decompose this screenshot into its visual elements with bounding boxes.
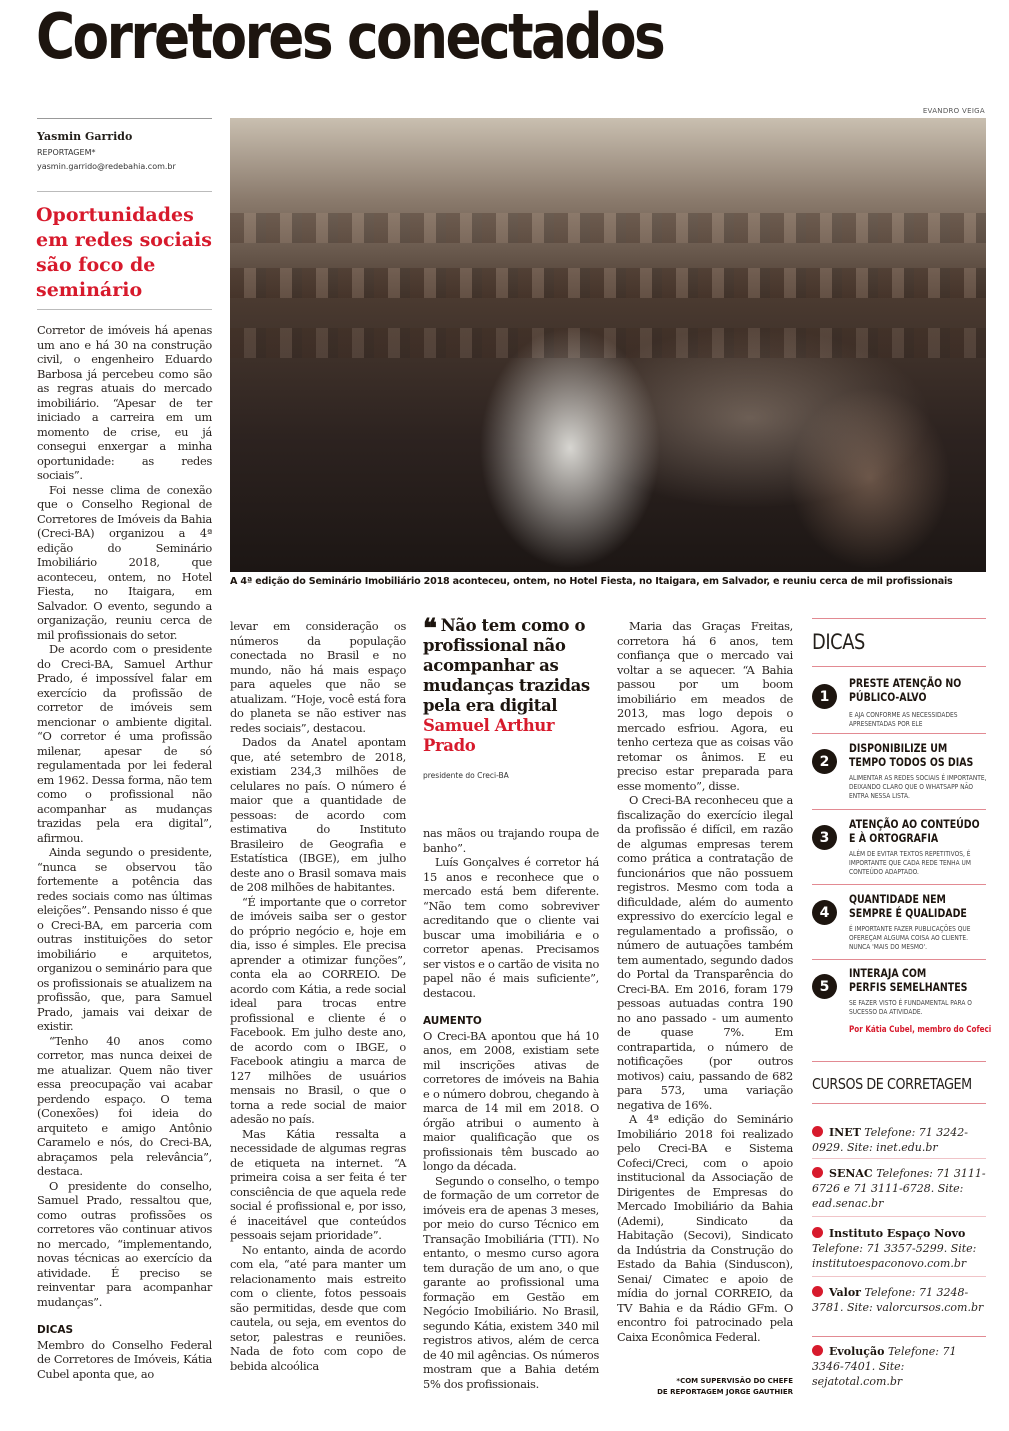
- tips-title: DICAS: [812, 630, 865, 654]
- tip-description: SE FAZER VISTO É FUNDAMENTAL PARA O SUCESSO DA ATIVIDADE.: [849, 998, 972, 1016]
- course-item: [812, 1125, 988, 1155]
- bullet-dot-icon: [812, 1167, 823, 1178]
- bullet-dot-icon: [812, 1227, 823, 1238]
- article-column-2: [230, 619, 406, 1373]
- pull-quote-text: Não tem como o profissional não acompanhar as mudanças trazidas pela era digital: [423, 616, 590, 715]
- course-item: [812, 1285, 988, 1315]
- section-title-dicas: DICAS: [37, 1324, 74, 1336]
- article-column-3: [423, 826, 599, 1391]
- tip-number-badge: 1: [812, 684, 837, 709]
- divider: [37, 309, 212, 310]
- paragraph: Luís Gonçalves é corretor há 15 anos e reconhece que o mercado está bem diferente. “Não tem como sobreviver acreditando que o cliente vai buscar uma imobiliária e o corretor apenas. Precisamos ser vistos e o cartão de visita no papel não é mais suficiente”, destacou.: [423, 855, 599, 1000]
- paragraph: Corretor de imóveis há apenas um ano e há 30 na construção civil, o engenheiro Eduardo Barbosa já percebeu como são as regras atuais do mercado imobiliário. “Apesar de ter iniciado a carreira em um momento de crise, eu já consegui enxergar a minha oportunidade: as redes sociais”.: [37, 323, 212, 482]
- pull-quote-author: Samuel Arthur Prado: [423, 716, 555, 755]
- paragraph: “É importante que o corretor de imóveis saiba ser o gestor do próprio negócio e, hoje em dia, isso é simples. Ele precisa aprender a otimizar funções”, conta ela ao CORREIO. De acordo com Kátia, a rede social ideal para trocas entre profissional e cliente é o Facebook. Em julho deste ano, de acordo com o IBGE, o Facebook atingiu a marca de 127 milhões de usuários mensais no Brasil, o que o torna a rede social de maior adesão no país.: [230, 894, 406, 1126]
- headline: Corretores conectados: [36, 0, 664, 73]
- tip-description: É IMPORTANTE FAZER PUBLICAÇÕES QUE OFEREÇAM ALGUMA COISA AO CLIENTE. NUNCA 'MAIS DO MESMO'.: [849, 924, 971, 951]
- paragraph: No entanto, ainda de acordo com ela, “até para manter um relacionamento mais estreito com o cliente, fotos pessoais são permitidas, desde que com cautela, ou seja, em eventos do setor, palestras e reuniões. Nada de foto com copo de bebida alcoólica: [230, 1242, 406, 1373]
- course-name: SENAC: [829, 1167, 873, 1180]
- course-info: Telefone: 71 3357-5299. Site: institutoespaconovo.com.br: [812, 1242, 977, 1270]
- byline-role: REPORTAGEM*: [37, 148, 96, 157]
- course-name: Instituto Espaço Novo: [829, 1227, 966, 1240]
- bullet-dot-icon: [812, 1286, 823, 1297]
- tip-title: QUANTIDADE NEM SEMPRE É QUALIDADE: [849, 892, 967, 920]
- paragraph: nas mãos ou trajando roupa de banho”.: [423, 826, 599, 855]
- course-item: [812, 1226, 988, 1271]
- course-info: Telefones: 71 3111-6726 e 71 3111-6728. Site: ead.senac.br: [812, 1167, 986, 1210]
- pull-quote: [423, 616, 603, 756]
- tip-description: ALIMENTAR AS REDES SOCIAIS É IMPORTANTE, DEIXANDO CLARO QUE O WHATSAPP NÃO ENTRA NESSA LISTA.: [849, 773, 987, 800]
- divider: [812, 1276, 986, 1277]
- paragraph: levar em consideração os números da população conectada no Brasil e no mundo, não há mais espaço para aqueles que não se atualizam. “Hoje, você está fora do planeta se não estiver nas redes sociais”, destacou.: [230, 619, 406, 735]
- divider: [812, 1061, 986, 1062]
- paragraph: “Tenho 40 anos como corretor, mas nunca deixei de me atualizar. Quem não tiver essa preocupação vai acabar perdendo espaço. O tema (Conexões) foi ideia do arquiteto e amigo Antônio Caramelo e nós, do Creci-BA, abraçamos pela relevância”, destaca.: [37, 1033, 212, 1178]
- paragraph: Mas Kátia ressalta a necessidade de algumas regras de etiqueta na internet. “A primeira coisa a ser feita é ter consciência de que aquela rede social é profissional e, por isso, é inaceitável que conteúdos pessoais sejam prioridade”.: [230, 1126, 406, 1242]
- course-info: Telefone: 71 3242-0929. Site: inet.edu.br: [812, 1126, 968, 1154]
- quote-mark-icon: ❝: [423, 614, 437, 644]
- divider: [812, 884, 986, 885]
- paragraph: De acordo com o presidente do Creci-BA, Samuel Arthur Prado, é impossível falar em exercício da profissão de corretor de imóveis sem mencionar o ambiente digital. “O corretor é uma profissão milenar, apesar de só regulamentada por lei federal em 1962. Dessa forma, não tem como o profissional não acompanhar as mudanças trazidas pela era digital”, afirmou.: [37, 642, 212, 845]
- article-column-1: [37, 323, 212, 1381]
- footnote-line: DE REPORTAGEM JORGE GAUTHIER: [657, 1388, 793, 1396]
- paragraph: O Creci-BA apontou que há 10 anos, em 2008, existiam sete mil inscrições ativas de corretores de imóveis na Bahia e o número dobrou, chegando à marca de 14 mil em 2018. O órgão atribui o aumento à maior qualificação que os profissionais têm buscado ao longo da década.: [423, 1028, 599, 1173]
- article-column-4: [617, 619, 793, 1344]
- courses-title: CURSOS DE CORRETAGEM: [812, 1075, 972, 1093]
- divider: [812, 1103, 986, 1104]
- tip-title: DISPONIBILIZE UM TEMPO TODOS OS DIAS: [849, 741, 974, 769]
- paragraph: Dados da Anatel apontam que, até setembro de 2018, existiam 234,3 milhões de celulares no país. O número é maior que a quantidade de pessoas: de acordo com estimativa do Instituto Brasileiro de Geografia e Estatística (IBGE), em julho deste ano o Brasil somava mais de 208 milhões de habitantes.: [230, 735, 406, 894]
- tip-title: ATENÇÃO AO CONTEÚDO E À ORTOGRAFIA: [849, 817, 980, 845]
- byline-email[interactable]: yasmin.garrido@redebahia.com.br: [37, 162, 176, 171]
- paragraph: O presidente do conselho, Samuel Prado, ressaltou que, como outras profissões os corretores vão continuar ativos no mercado, “implementando, novas técnicas ao exercício da atividade. É preciso se reinventar para acompanhar mudanças”.: [37, 1178, 212, 1309]
- tip-number-badge: 3: [812, 825, 837, 850]
- tip-description: E AJA CONFORME AS NECESSIDADES APRESENTADAS POR ELE: [849, 710, 958, 728]
- byline-name: Yasmin Garrido: [37, 130, 133, 143]
- tip-title: INTERAJA COM PERFIS SEMELHANTES: [849, 966, 968, 994]
- tip-number-badge: 5: [812, 974, 837, 999]
- divider: [812, 1158, 986, 1159]
- course-name: Evolução: [829, 1345, 885, 1358]
- tip-description: ALÉM DE EVITAR TEXTOS REPETITIVOS, É IMPORTANTE QUE CADA REDE TENHA UM CONTEÚDO ADAPTADO.: [849, 849, 971, 876]
- divider: [812, 959, 986, 960]
- course-name: INET: [829, 1126, 861, 1139]
- bullet-dot-icon: [812, 1345, 823, 1356]
- photo-caption: A 4ª edição do Seminário Imobiliário 2018 aconteceu, ontem, no Hotel Fiesta, no Itaigara, em Salvador, e reuniu cerca de mil profissionais: [230, 576, 953, 587]
- tip-number-badge: 2: [812, 749, 837, 774]
- divider: [812, 1336, 986, 1337]
- paragraph: Ainda segundo o presidente, “nunca se observou tão fortemente a potência das redes sociais como nas últimas eleições”. Pensando nisso é que o Creci-BA, em parceria com outras instituições do setor imobiliário e arquitetos, organizou o seminário para que os profissionais se atualizem na profissão, que, para Samuel Prado, jamais vai deixar de existir.: [37, 845, 212, 1033]
- photo-credit: EVANDRO VEIGA: [922, 107, 985, 115]
- course-item: [812, 1344, 988, 1389]
- pull-quote-role: presidente do Creci-BA: [423, 771, 509, 780]
- divider: [812, 666, 986, 667]
- editor-footnote: [617, 1376, 793, 1398]
- course-item: [812, 1166, 988, 1211]
- tip-title: PRESTE ATENÇÃO NO PÚBLICO-ALVO: [849, 676, 962, 704]
- course-info: Telefone: 71 3346-7401. Site: sejatotal.com.br: [812, 1345, 957, 1388]
- paragraph: O Creci-BA reconheceu que a fiscalização do exercício ilegal da profissão é difícil, em razão de algumas empresas terem como prática a contratação de funcionários que não possuem registros. Mesmo com toda a dificuldade, além do aumento expressivo do exercício legal e regulamentado a profissão, o número de autuações também tem aumentado, segundo dados do Portal da Transparência do Creci-BA. Em 2016, foram 179 pessoas autuadas contra 190 no ano passado - um aumento de quase 7%. Em contrapartida, o número de notificações (por outros motivos) caiu, passando de 682 para 573, uma variação negativa de 16%.: [617, 793, 793, 1112]
- course-info: Telefone: 71 3248-3781. Site: valorcursos.com.br: [812, 1286, 984, 1314]
- section-title-aumento: AUMENTO: [423, 1015, 482, 1027]
- paragraph: Membro do Conselho Federal de Corretores de Imóveis, Kátia Cubel aponta que, ao: [37, 1337, 212, 1381]
- paragraph: A 4ª edição do Seminário Imobiliário 2018 foi realizado pelo Creci-BA e Sistema Cofeci/Creci, com o apoio institucional da Associação de Dirigentes de Empresas do Mercado Imobiliário da Bahia (Ademi), Sindicato da Habitação (Secovi), Sindicato da Indústria da Construção do Estado da Bahia (Sinduscon), Senai/ Cimatec e apoio de mídia do jornal CORREIO, da TV Bahia e da Rádio GFm. O encontro foi patrocinado pela Caixa Econômica Federal.: [617, 1112, 793, 1344]
- paragraph: Maria das Graças Freitas, corretora há 6 anos, tem confiança que o mercado vai voltar a se aquecer. “A Bahia passou por um boom imobiliário em meados de 2013, mas logo depois o mercado esfriou. Agora, eu tenho certeza que as coisas vão retomar os ânimos. E eu preciso estar preparada para esse momento”, disse.: [617, 619, 793, 793]
- event-photo: [230, 118, 986, 572]
- divider: [812, 618, 986, 619]
- course-name: Valor: [829, 1286, 861, 1299]
- bullet-dot-icon: [812, 1126, 823, 1137]
- subhead: Oportunidades em redes sociais são foco de seminário: [36, 204, 212, 301]
- divider: [37, 191, 212, 192]
- footnote-line: *COM SUPERVISÃO DO CHEFE: [676, 1377, 793, 1385]
- tip-number-badge: 4: [812, 900, 837, 925]
- divider: [812, 733, 986, 734]
- tips-credit: Por Kátia Cubel, membro do Cofeci: [849, 1025, 992, 1035]
- paragraph: Foi nesse clima de conexão que o Conselho Regional de Corretores de Imóveis da Bahia (Creci-BA) organizou a 4ª edição do Seminário Imobiliário 2018, que aconteceu, ontem, no Hotel Fiesta, no Itaigara, em Salvador. O evento, segundo a organização, reuniu cerca de mil profissionais do setor.: [37, 482, 212, 642]
- divider: [812, 809, 986, 810]
- paragraph: Segundo o conselho, o tempo de formação de um corretor de imóveis era de apenas 3 meses, por meio do curso Técnico em Transação Imobiliária (TTI). No entanto, o mesmo curso agora tem duração de um ano, o que garante ao profissional uma formação em Gestão em Negócio Imobiliário. No Brasil, segundo Kátia, existem 340 mil registros ativos, além de cerca de 40 mil agências. Os números mostram que a Bahia detém 5% dos profissionais.: [423, 1173, 599, 1391]
- divider: [37, 118, 212, 119]
- divider: [812, 1216, 986, 1217]
